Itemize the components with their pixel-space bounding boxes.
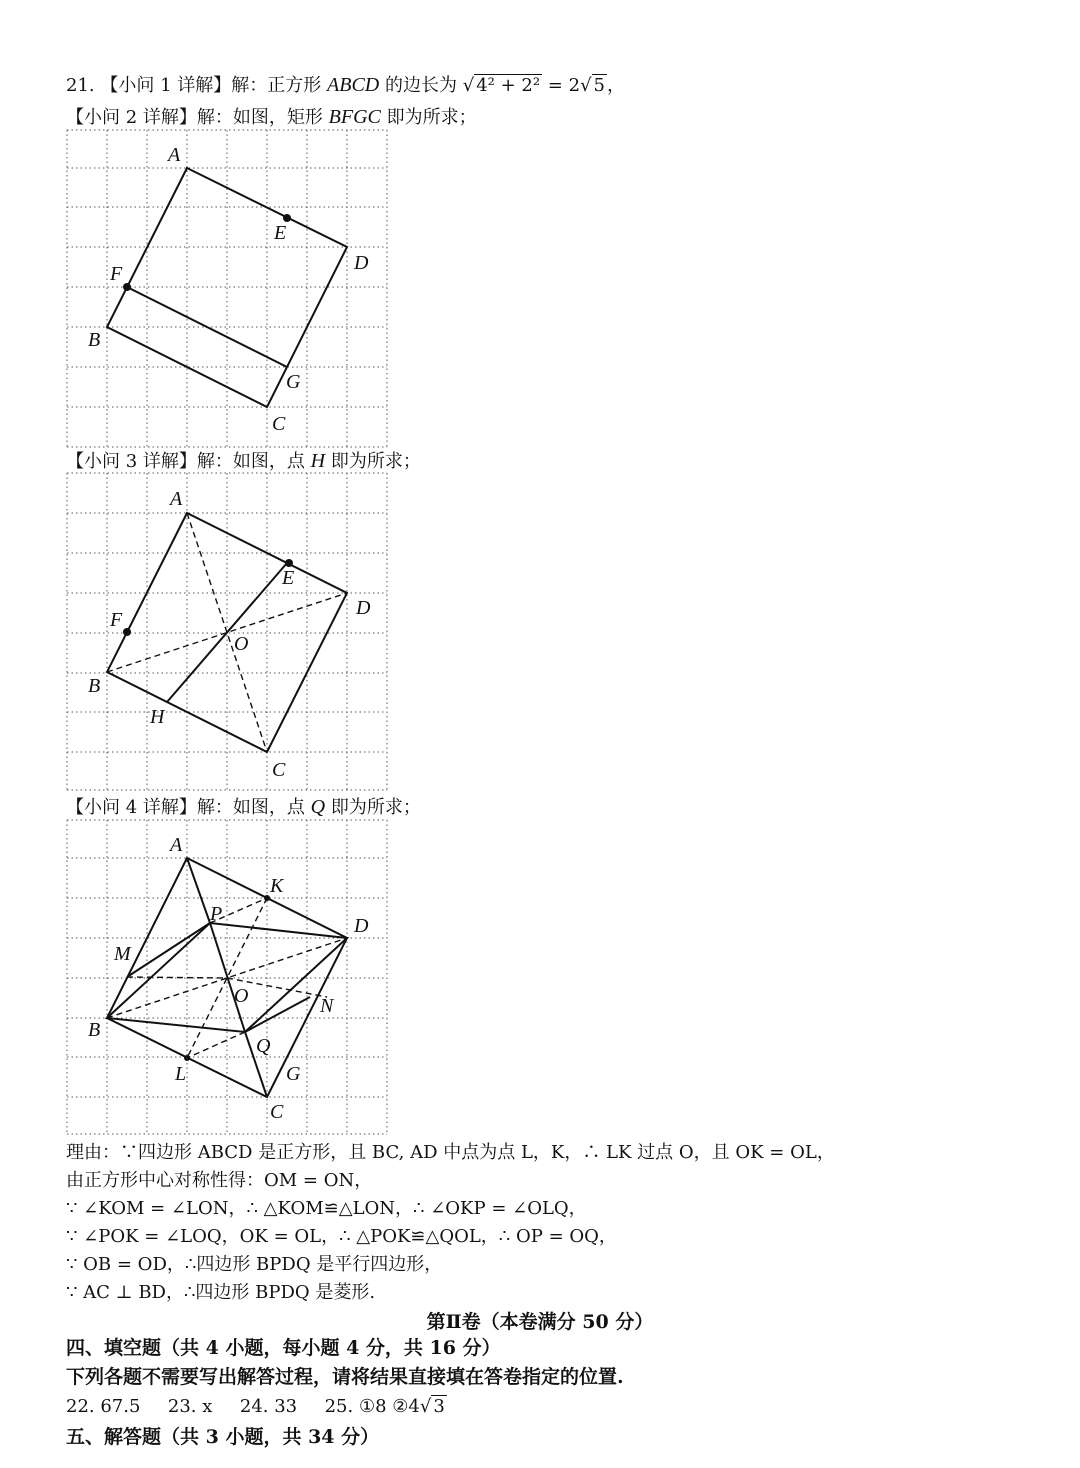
label-d-3: D bbox=[354, 915, 369, 937]
part2-end: 即为所求； bbox=[386, 107, 477, 128]
part3-tag: 【小问 3 详解】 bbox=[66, 451, 197, 472]
part3-text: 解：如图，点 bbox=[196, 451, 305, 472]
label-e: E bbox=[274, 222, 287, 244]
root-five: 5 bbox=[593, 75, 605, 96]
label-a-2: A bbox=[170, 488, 183, 510]
label-a: A bbox=[168, 144, 181, 166]
label-b-2: B bbox=[88, 675, 101, 697]
label-g: G bbox=[286, 371, 301, 393]
part4-end: 即为所求； bbox=[330, 797, 421, 818]
label-c-2: C bbox=[272, 759, 286, 781]
label-e-2: E bbox=[282, 567, 295, 589]
part2-text: 解：如图，矩形 bbox=[196, 107, 323, 128]
reason-line-6: ∵ AC ⊥ BD，∴四边形 BPDQ 是菱形. bbox=[66, 1282, 376, 1303]
part4-tag: 【小问 4 详解】 bbox=[66, 797, 197, 818]
reason-line-2: 由正方形中心对称性得：OM = ON， bbox=[66, 1170, 373, 1191]
segment-ql bbox=[187, 1032, 245, 1058]
label-d: D bbox=[354, 252, 369, 274]
part1-tag: 【小问 1 详解】 bbox=[100, 75, 232, 96]
label-o-3: O bbox=[234, 985, 249, 1007]
part4-text: 解：如图，点 bbox=[196, 797, 305, 818]
reason-line-1: 理由：∵四边形 ABCD 是正方形，且 BC, AD 中点为点 L，K，∴ LK 过点 O，且 OK = OL， bbox=[66, 1142, 835, 1163]
point-f-dot-2 bbox=[123, 628, 131, 636]
answer-25-root: 3 bbox=[433, 1396, 445, 1417]
radical-sign-3: √ bbox=[419, 1396, 432, 1417]
reason-line-5: ∵ OB = OD，∴四边形 BPDQ 是平行四边形， bbox=[66, 1254, 443, 1275]
part1-text: 解：正方形 bbox=[231, 75, 322, 96]
label-o-2: O bbox=[234, 633, 249, 655]
label-d-2: D bbox=[356, 597, 371, 619]
radical-sign: √ bbox=[462, 75, 475, 96]
part1-mid: 的边长为 bbox=[384, 75, 457, 96]
section-four-title: 四、填空题（共 4 小题，每小题 4 分，共 16 分） bbox=[66, 1337, 501, 1359]
section-2-title: 第Ⅱ卷（本卷满分 50 分） bbox=[426, 1311, 654, 1333]
segment-mo bbox=[127, 977, 227, 978]
point-l-dot bbox=[184, 1055, 190, 1061]
segment-fg bbox=[127, 287, 287, 367]
point-f-dot bbox=[123, 283, 131, 291]
label-g-3: G bbox=[286, 1063, 301, 1085]
label-f: F bbox=[110, 263, 123, 285]
figure-1 bbox=[62, 128, 392, 450]
reason-line-3: ∵ ∠KOM = ∠LON，∴ △KOM≌△LON，∴ ∠OKP = ∠OLQ， bbox=[66, 1198, 587, 1219]
figure-2 bbox=[62, 470, 392, 792]
label-l-3: L bbox=[175, 1063, 187, 1085]
label-c: C bbox=[272, 413, 286, 435]
q21-part2-line bbox=[66, 104, 477, 131]
section-five-title: 五、解答题（共 3 小题，共 34 分） bbox=[66, 1426, 380, 1448]
label-h-2: H bbox=[150, 706, 165, 728]
label-f-2: F bbox=[110, 609, 123, 631]
part2-tag: 【小问 2 详解】 bbox=[66, 107, 197, 128]
grid-1 bbox=[67, 130, 387, 448]
label-b: B bbox=[88, 329, 101, 351]
label-n-3: N bbox=[320, 995, 334, 1017]
answer-25: 25. ①8 ②4 bbox=[324, 1396, 420, 1417]
answer-24: 24. 33 bbox=[239, 1396, 298, 1417]
radicand: 4² + 2² bbox=[476, 75, 541, 96]
square-name: ABCD bbox=[327, 74, 380, 96]
reason-line-4: ∵ ∠POK = ∠LOQ，OK = OL，∴ △POK≌△QOL，∴ OP = OQ， bbox=[66, 1226, 617, 1247]
q21-part1-line bbox=[66, 72, 625, 99]
radical-sign-2: √ bbox=[580, 75, 592, 96]
equals-two: = 2 bbox=[547, 75, 581, 96]
point-e-dot bbox=[283, 214, 291, 222]
point-e-dot-2 bbox=[285, 559, 293, 567]
label-m-3: M bbox=[114, 943, 131, 965]
label-c-3: C bbox=[270, 1101, 284, 1123]
label-q-3: Q bbox=[256, 1035, 271, 1057]
rectangle-name: BFGC bbox=[328, 106, 381, 128]
question-number: 21. bbox=[66, 75, 95, 96]
part1-end: ， bbox=[607, 75, 625, 96]
answer-22: 22. 67.5 bbox=[66, 1396, 141, 1417]
figure-3 bbox=[62, 816, 392, 1138]
answer-23: 23. x bbox=[167, 1396, 213, 1417]
label-a-3: A bbox=[170, 834, 183, 856]
answers-line bbox=[66, 1394, 447, 1420]
point-q-name: Q bbox=[310, 796, 326, 818]
segment-mn bbox=[127, 923, 210, 977]
part3-end: 即为所求； bbox=[330, 451, 421, 472]
point-h-name: H bbox=[310, 450, 326, 472]
instruction-line: 下列各题不需要写出解答过程，请将结果直接填在答卷指定的位置. bbox=[66, 1366, 624, 1388]
label-b-3: B bbox=[88, 1019, 101, 1041]
label-k-3: K bbox=[270, 875, 284, 897]
label-p-3: P bbox=[210, 903, 223, 925]
